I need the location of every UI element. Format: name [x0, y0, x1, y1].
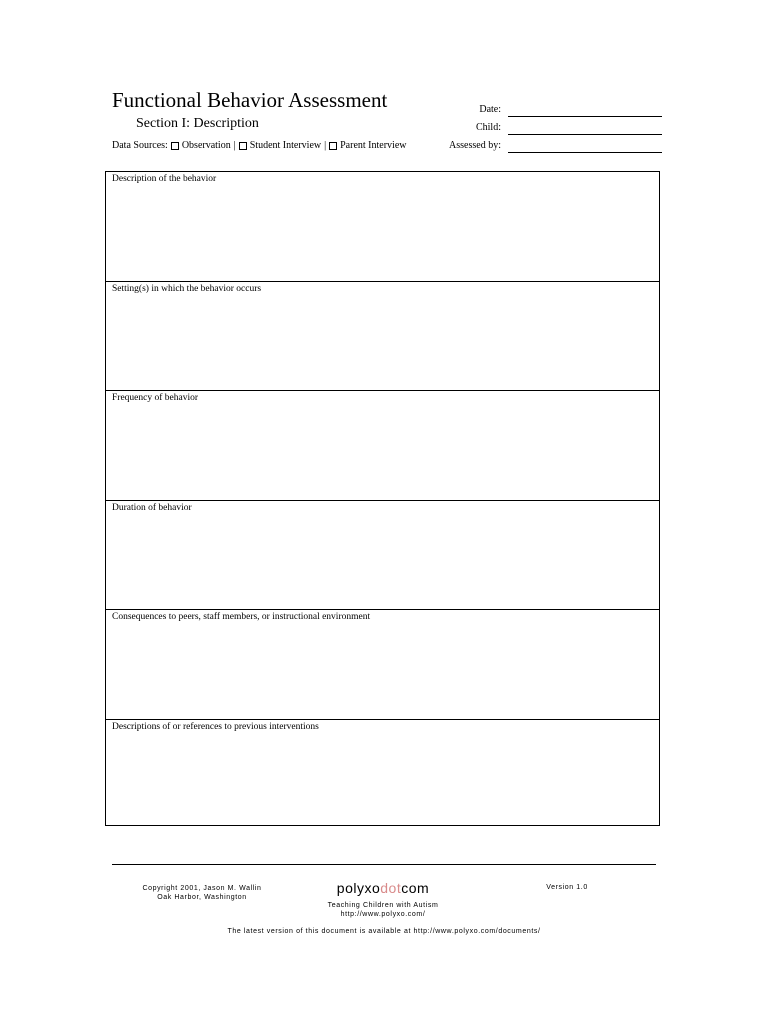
- observation-checkbox[interactable]: [171, 142, 179, 150]
- child-label: Child:: [475, 122, 501, 133]
- observation-label: Observation: [181, 140, 231, 151]
- separator: |: [324, 140, 327, 151]
- student-interview-checkbox[interactable]: [239, 142, 247, 150]
- section-subtitle: Section I: Description: [136, 116, 259, 131]
- copyright-notice: [112, 884, 292, 902]
- parent-interview-checkbox[interactable]: [329, 142, 337, 150]
- version-label: Version 1.0: [546, 884, 588, 891]
- assessed-by-label: Assessed by:: [449, 140, 501, 151]
- data-sources-row: [112, 140, 407, 151]
- copyright-line-2: Oak Harbor, Washington: [157, 894, 247, 901]
- section-label: Frequency of behavior: [112, 393, 198, 403]
- student-interview-label: Student Interview: [249, 140, 322, 151]
- page-title: Functional Behavior Assessment: [112, 88, 388, 112]
- frequency-box[interactable]: [106, 391, 659, 501]
- brand-part-1: polyxo: [336, 880, 381, 896]
- date-label: Date:: [479, 104, 501, 115]
- brand-tagline-block: [290, 901, 476, 919]
- parent-interview-label: Parent Interview: [340, 140, 407, 151]
- latest-version-notice: The latest version of this document is available at http://www.polyxo.com/documents/: [227, 928, 541, 935]
- brand-part-3: com: [401, 880, 430, 896]
- section-label: Description of the behavior: [112, 174, 217, 184]
- brand-url[interactable]: http://www.polyxo.com/: [340, 911, 426, 918]
- section-label: Setting(s) in which the behavior occurs: [112, 283, 262, 294]
- behavior-description-box[interactable]: [106, 172, 659, 282]
- consequences-box[interactable]: [106, 610, 659, 720]
- brand-part-2: dot: [380, 880, 402, 896]
- child-field[interactable]: [508, 134, 662, 135]
- separator: |: [233, 140, 236, 151]
- assessment-form-table: [105, 171, 660, 826]
- footer-divider: [112, 864, 656, 865]
- section-label: Descriptions of or references to previous interventions: [112, 721, 319, 732]
- settings-box[interactable]: [106, 282, 659, 392]
- date-field[interactable]: [508, 116, 662, 117]
- copyright-line-1: Copyright 2001, Jason M. Wallin: [142, 885, 262, 892]
- duration-box[interactable]: [106, 501, 659, 611]
- assessed-by-field[interactable]: [508, 152, 662, 153]
- previous-interventions-box[interactable]: [106, 720, 659, 830]
- brand-logo: [290, 880, 476, 896]
- section-label: Duration of behavior: [112, 502, 192, 513]
- section-label: Consequences to peers, staff members, or instructional environment: [112, 612, 371, 622]
- brand-tagline: Teaching Children with Autism: [327, 902, 439, 909]
- data-sources-label: Data Sources:: [112, 140, 168, 151]
